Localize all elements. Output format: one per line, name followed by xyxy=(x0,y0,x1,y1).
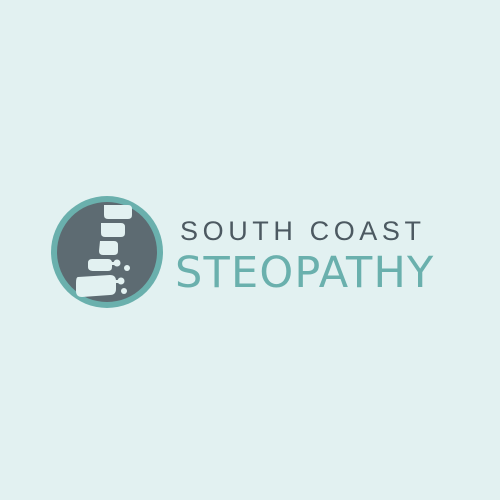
process-4b xyxy=(124,265,130,271)
brand-name-line2: STEOPATHY xyxy=(175,248,435,298)
vertebra-3 xyxy=(99,241,118,255)
brand-name-line1: SOUTH COAST xyxy=(180,216,426,246)
vertebra-1 xyxy=(104,205,132,219)
process-5b xyxy=(121,288,127,294)
process-5-link xyxy=(114,280,122,283)
vertebra-4 xyxy=(88,259,112,271)
vertebra-2 xyxy=(101,223,125,237)
spine-icon xyxy=(48,193,166,311)
vertebra-5 xyxy=(76,275,116,297)
process-4-link xyxy=(111,262,119,265)
